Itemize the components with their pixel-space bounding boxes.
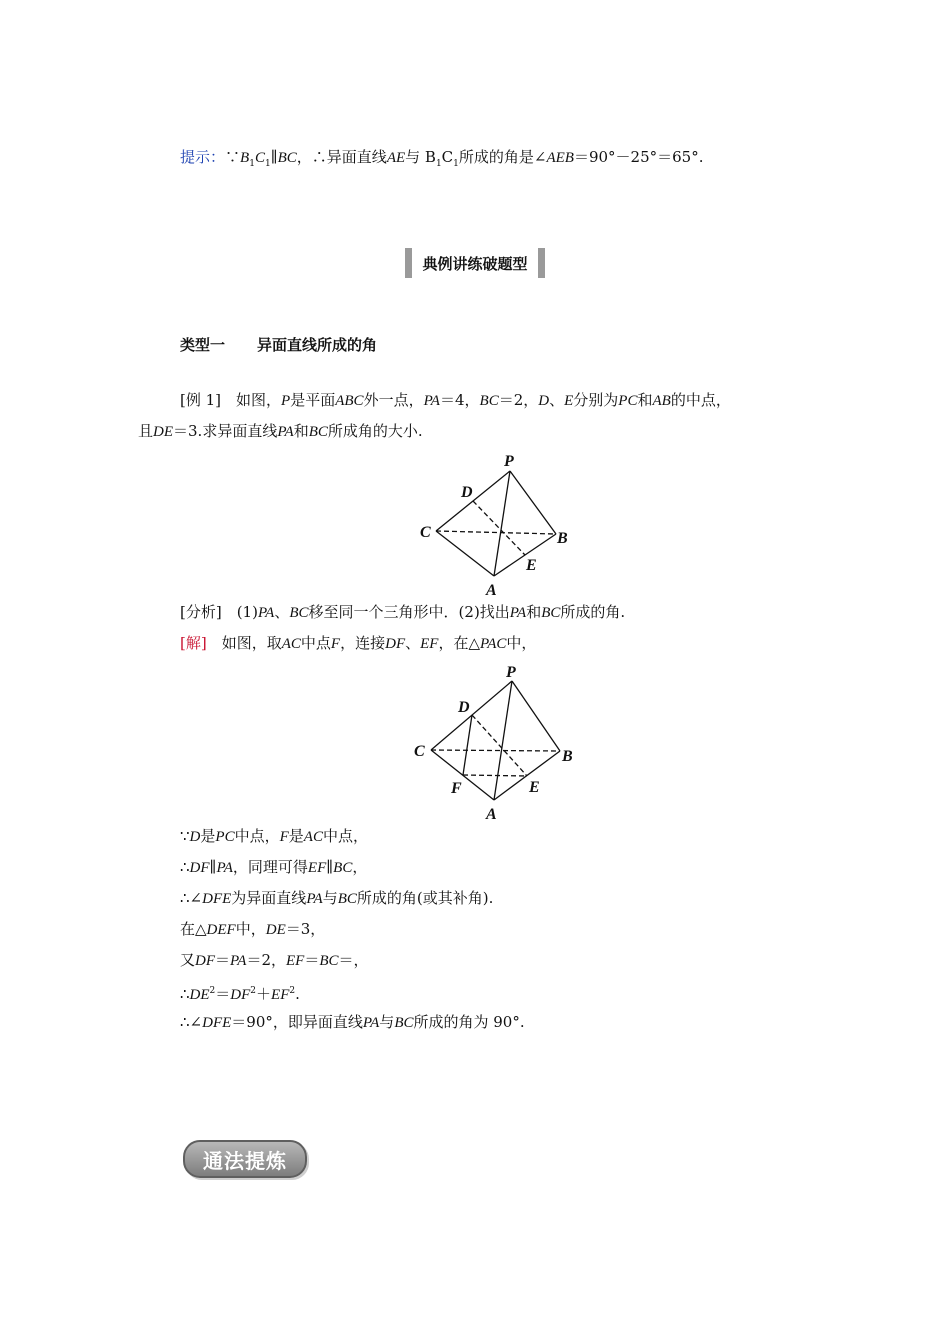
text-run: ＝3.求异面直线 <box>173 422 278 440</box>
math-variable: EF <box>285 953 305 969</box>
solution-step-2 <box>180 856 367 879</box>
hint-text: ＝90°－25°＝65°. <box>573 148 704 166</box>
hint-label: 提示： <box>180 148 226 166</box>
text-run: 2 <box>250 986 257 996</box>
math-variable: BC <box>394 1015 414 1031</box>
math-variable: BC <box>333 860 353 876</box>
math-variable: PA <box>509 605 527 621</box>
heading-bar-right <box>538 248 545 278</box>
section-heading <box>405 248 545 278</box>
text-run: 所成的角为 90°. <box>413 1013 525 1031</box>
math-variable: EF <box>271 987 290 1003</box>
math-variable: BC <box>308 424 328 440</box>
hint-text: ∵ <box>225 148 241 166</box>
math-variable: DF <box>230 987 251 1003</box>
solution-step-4 <box>180 918 325 941</box>
text-run: 中， <box>235 920 266 938</box>
math-variable: DE <box>265 922 286 938</box>
text-run: 与 <box>379 1013 395 1031</box>
text-run: [例 1] 如图， <box>180 391 282 409</box>
text-run: ，在△ <box>438 634 480 652</box>
solution-intro-text <box>207 634 537 652</box>
text-run: 是 <box>288 827 304 845</box>
text-run: 是平面 <box>290 391 336 409</box>
label-a: A <box>486 806 497 823</box>
text-run: ，同理可得 <box>232 858 308 876</box>
text-run: 外一点， <box>363 391 424 409</box>
type-title <box>180 334 377 355</box>
solution-step-7 <box>180 1011 525 1034</box>
hint-text: ，∴异面直线 <box>296 148 387 166</box>
text-run: ∵ <box>180 827 190 845</box>
text-run: ∴∠ <box>180 889 203 907</box>
example-line-1 <box>180 389 731 412</box>
text-run: 所成角的大小. <box>327 422 423 440</box>
hint-text: 所成的角是∠ <box>458 148 547 166</box>
text-run: ∴∠ <box>180 1013 203 1031</box>
type-number: 类型一 <box>180 336 226 354</box>
method-summary-badge <box>183 1140 307 1178</box>
label-a: A <box>486 582 497 599</box>
text-run: 、 <box>274 603 290 621</box>
math-variable: F <box>330 636 341 652</box>
text-run: 又 <box>180 951 196 969</box>
text-run: ＝2， <box>498 391 539 409</box>
math-variable: PA <box>306 891 323 907</box>
label-b: B <box>562 748 573 765</box>
edge-pa <box>494 681 512 800</box>
math-variable: F <box>279 829 289 845</box>
math-variable: DF <box>195 953 216 969</box>
math-variable: ABC <box>335 393 364 409</box>
text-run: 如图，取 <box>206 634 282 652</box>
math-variable: PA <box>423 393 440 409</box>
math-variable: BC <box>541 605 561 621</box>
text-run: 所成的角(或其补角). <box>356 889 494 907</box>
label-e: E <box>529 779 540 796</box>
hint-var: AE <box>386 150 406 166</box>
solution-step-3 <box>180 887 493 910</box>
text-run: 与 <box>322 889 338 907</box>
hint-sub: 1 <box>264 159 271 169</box>
text-run: ＋ <box>256 985 272 1003</box>
label-c: C <box>420 524 431 541</box>
text-run: 2 <box>209 986 216 996</box>
edge-pa <box>494 471 510 576</box>
text-run: ＝3， <box>285 920 326 938</box>
text-run: 中点， <box>234 827 280 845</box>
hint-var: B <box>240 150 250 166</box>
label-p: P <box>504 453 514 470</box>
badge-label: 通法提炼 <box>203 1148 287 1173</box>
hint-line <box>180 146 704 175</box>
hint-sub: 1 <box>453 159 459 169</box>
text-run: 和 <box>637 391 653 409</box>
edge-ca <box>431 750 494 800</box>
segment-fe-hidden <box>463 775 527 776</box>
label-d: D <box>461 484 473 501</box>
hint-var: AEB <box>546 150 574 166</box>
tetrahedron-figure-1 <box>410 450 580 600</box>
edge-pb <box>512 681 560 751</box>
math-variable: BC <box>319 953 339 969</box>
edge-pb <box>510 471 556 534</box>
text-run: ∴ <box>180 858 190 876</box>
solution-step-5 <box>180 949 369 972</box>
hint-var: C <box>254 150 265 166</box>
text-run: 和 <box>293 422 309 440</box>
math-variable: DF <box>385 636 406 652</box>
text-run: ，连接 <box>340 634 386 652</box>
text-run: 且 <box>138 422 154 440</box>
text-run: 是 <box>200 827 216 845</box>
math-variable: DEF <box>206 922 236 938</box>
solution-step-6 <box>180 980 300 1006</box>
text-run: ， <box>352 858 368 876</box>
label-b: B <box>557 530 568 547</box>
label-c: C <box>414 743 425 760</box>
analysis-line <box>180 601 625 624</box>
text-run: ＝4， <box>439 391 480 409</box>
tetrahedron-figure-2 <box>405 660 585 825</box>
text-run: ＝ <box>304 951 320 969</box>
label-e: E <box>526 557 537 574</box>
edge-cb-hidden <box>436 531 556 534</box>
segment-df <box>463 715 472 775</box>
text-run: ∥ <box>209 858 217 876</box>
example-line-2 <box>138 420 423 443</box>
solution-label: [解] <box>180 634 207 652</box>
text-run: 、 <box>405 634 421 652</box>
math-variable: BC <box>479 393 499 409</box>
text-run: ＝， <box>338 951 369 969</box>
hint-text: C <box>441 148 454 166</box>
math-variable: DFE <box>202 891 232 907</box>
math-variable: E <box>564 393 574 409</box>
heading-bar-left <box>405 248 412 278</box>
math-variable: DE <box>189 987 210 1003</box>
hint-var: BC <box>277 150 297 166</box>
text-run: 为异面直线 <box>231 889 307 907</box>
type-name: 异面直线所成的角 <box>257 336 378 354</box>
math-variable: D <box>538 393 550 409</box>
text-run: ＝90°，即异面直线 <box>231 1013 363 1031</box>
math-variable: BC <box>337 891 357 907</box>
math-variable: EF <box>420 636 439 652</box>
hint-text: 与 B <box>405 148 436 166</box>
math-variable: DE <box>153 424 174 440</box>
math-variable: AB <box>652 393 671 409</box>
math-variable: AC <box>303 829 323 845</box>
math-variable: P <box>281 393 291 409</box>
text-run: 分别为 <box>573 391 619 409</box>
math-variable: AC <box>281 636 301 652</box>
text-run: 中点， <box>322 827 368 845</box>
hint-sub: 1 <box>249 159 255 169</box>
section-heading-text: 典例讲练破题型 <box>422 254 528 273</box>
math-variable: PA <box>230 953 247 969</box>
text-run: ∥ <box>326 858 334 876</box>
label-f: F <box>451 780 462 797</box>
label-d: D <box>458 699 470 716</box>
text-run: ＝ <box>215 951 231 969</box>
edge-ca <box>436 531 494 576</box>
math-variable: BC <box>289 605 309 621</box>
text-run: 中点 <box>300 634 331 652</box>
text-run: . <box>295 985 300 1003</box>
math-variable: D <box>189 829 201 845</box>
math-variable: PC <box>618 393 638 409</box>
math-variable: PAC <box>480 636 507 652</box>
text-run: 的中点， <box>670 391 731 409</box>
text-run: ＝2， <box>246 951 286 969</box>
text-run: 、 <box>549 391 565 409</box>
label-p: P <box>506 664 516 681</box>
hint-text: ∥ <box>270 148 278 166</box>
math-variable: PA <box>277 424 294 440</box>
text-run: ∴ <box>180 985 190 1003</box>
math-variable: DFE <box>202 1015 232 1031</box>
math-variable: DF <box>189 860 210 876</box>
math-variable: PA <box>362 1015 380 1031</box>
solution-step-1 <box>180 825 368 848</box>
text-run: 中， <box>506 634 537 652</box>
text-run: 移至同一个三角形中．(2)找出 <box>308 603 510 621</box>
math-variable: EF <box>307 860 327 876</box>
math-variable: PA <box>257 605 275 621</box>
text-run: [分析] (1) <box>180 603 258 621</box>
text-run: ＝ <box>215 985 231 1003</box>
math-variable: PC <box>215 829 235 845</box>
hint-sub: 1 <box>435 159 442 169</box>
text-run: 和 <box>526 603 542 621</box>
math-variable: PA <box>216 860 233 876</box>
text-run: 在△ <box>180 920 207 938</box>
text-run: 所成的角. <box>560 603 626 621</box>
edge-cb-hidden <box>431 750 560 751</box>
solution-intro-line <box>180 632 536 655</box>
text-run: 2 <box>289 986 296 996</box>
